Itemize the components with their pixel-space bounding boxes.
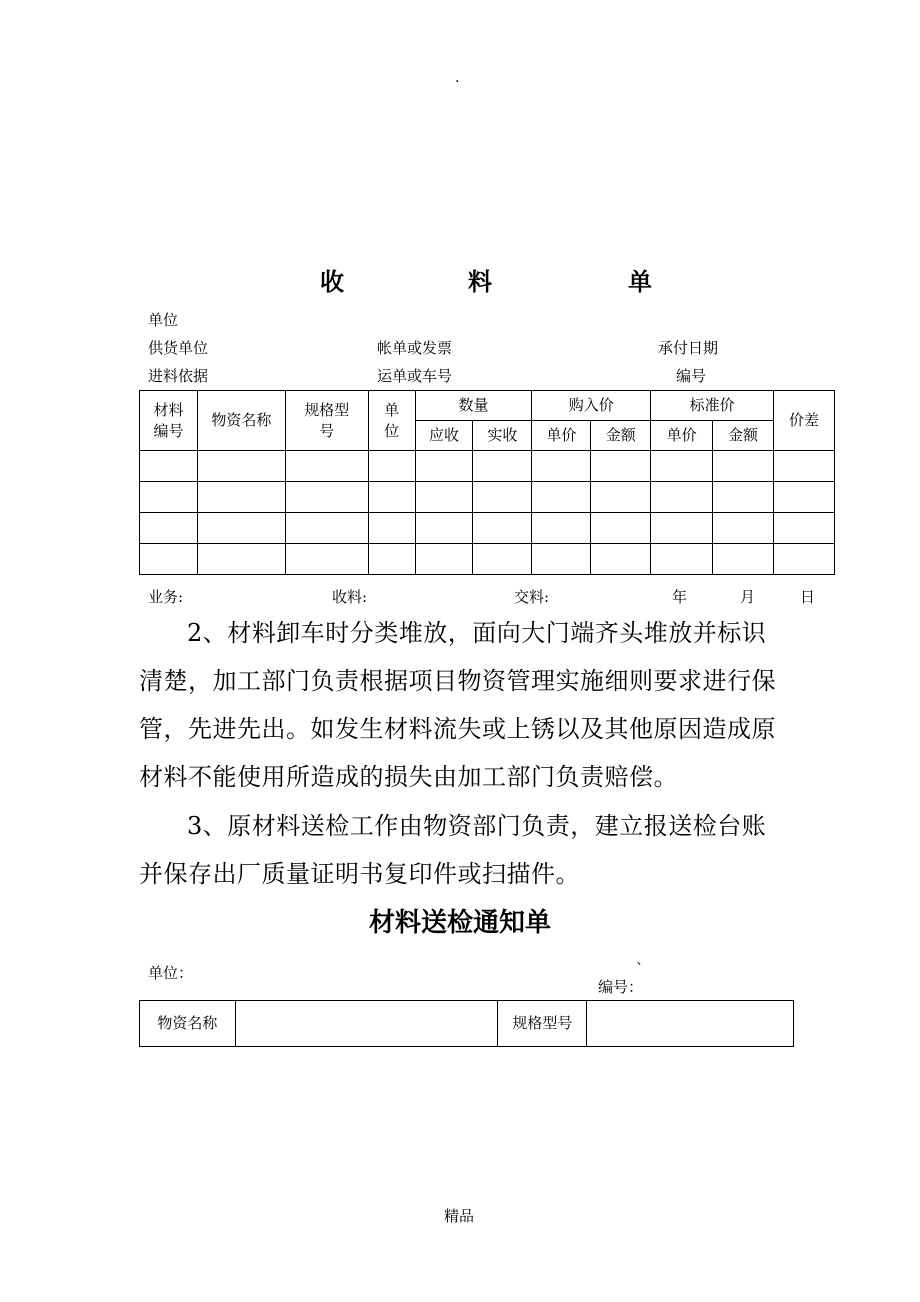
notice-table bbox=[139, 1000, 794, 1047]
paragraph-3-line-2: 并保存出厂质量证明书复印件或扫描件。 bbox=[139, 860, 580, 888]
paragraph-2-line-1: 2、材料卸车时分类堆放，面向大门端齐头堆放并标识 bbox=[187, 619, 767, 647]
col-sp-amount: 金额 bbox=[713, 421, 774, 451]
col-qty-actual: 实收 bbox=[473, 421, 532, 451]
table-row bbox=[140, 544, 835, 575]
col-purchase-price: 购入价 bbox=[532, 391, 651, 421]
col-material-code: 材料 编号 bbox=[140, 391, 198, 451]
col-quantity: 数量 bbox=[415, 391, 532, 421]
footer-delivering: 交料: bbox=[514, 588, 550, 606]
paragraph-2-line-4: 材料不能使用所造成的损失由加工部门负责赔偿。 bbox=[139, 763, 678, 791]
notice-material-name-label: 物资名称 bbox=[140, 1001, 236, 1047]
notice-number-label: 编号： bbox=[598, 978, 644, 996]
table-row bbox=[140, 513, 835, 544]
notice-spec-value bbox=[587, 1001, 794, 1047]
notice-title: 材料送检通知单 bbox=[369, 908, 552, 938]
col-price-diff: 价差 bbox=[774, 391, 835, 451]
notice-spec-label: 规格型号 bbox=[498, 1001, 587, 1047]
table-row bbox=[140, 482, 835, 513]
page-footer: 精品 bbox=[444, 1207, 475, 1225]
col-standard-price: 标准价 bbox=[651, 391, 774, 421]
table-row bbox=[140, 451, 835, 482]
col-spec: 规格型 号 bbox=[285, 391, 368, 451]
col-sp-unit: 单价 bbox=[651, 421, 713, 451]
receipt-title-char-1: 收 bbox=[320, 267, 344, 296]
invoice-label: 帐单或发票 bbox=[377, 339, 453, 357]
unit-label: 单位 bbox=[148, 311, 179, 329]
footer-year: 年 bbox=[672, 588, 688, 606]
notice-tick: ` bbox=[636, 960, 644, 978]
col-pp-unit: 单价 bbox=[532, 421, 591, 451]
paragraph-2-line-3: 管，先进先出。如发生材料流失或上锈以及其他原因造成原 bbox=[139, 715, 776, 743]
col-unit: 单 位 bbox=[368, 391, 415, 451]
receipt-title-char-3: 单 bbox=[628, 267, 652, 296]
paragraph-2-line-2: 清楚，加工部门负责根据项目物资管理实施细则要求进行保 bbox=[139, 667, 776, 695]
receipt-table bbox=[139, 390, 835, 575]
footer-day: 日 bbox=[800, 588, 816, 606]
basis-label: 进料依据 bbox=[148, 367, 209, 385]
footer-month: 月 bbox=[740, 588, 756, 606]
waybill-label: 运单或车号 bbox=[377, 367, 453, 385]
footer-receiving: 收料: bbox=[332, 588, 368, 606]
supplier-label: 供货单位 bbox=[148, 339, 209, 357]
notice-material-name-value bbox=[235, 1001, 498, 1047]
paragraph-3-line-1: 3、原材料送检工作由物资部门负责，建立报送检台账 bbox=[187, 812, 767, 840]
number-label: 编号 bbox=[676, 367, 707, 385]
col-material-name: 物资名称 bbox=[197, 391, 285, 451]
receipt-title-char-2: 料 bbox=[468, 267, 492, 296]
payment-date-label: 承付日期 bbox=[658, 339, 719, 357]
footer-business: 业务: bbox=[148, 588, 184, 606]
notice-unit-label: 单位： bbox=[148, 964, 194, 982]
col-pp-amount: 金额 bbox=[591, 421, 651, 451]
header-mark: . bbox=[455, 70, 460, 86]
col-qty-due: 应收 bbox=[415, 421, 473, 451]
